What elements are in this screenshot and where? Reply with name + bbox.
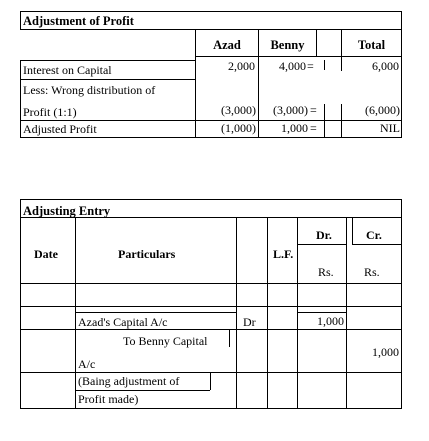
debit-account: Azad's Capital A/c: [78, 315, 168, 329]
credit-account-2: A/c: [78, 357, 96, 371]
row-wrong-dist-label-1: Less: Wrong distribution of: [23, 83, 156, 97]
credit-account-1: To Benny Capital: [123, 334, 208, 348]
debit-dr-mark: Dr: [243, 315, 256, 329]
entry-table-title: Adjusting Entry: [23, 204, 111, 218]
header-dr: Dr.: [316, 228, 332, 242]
header-total: Total: [357, 38, 386, 52]
row-adjusted-benny: 1,000: [281, 121, 308, 135]
header-dr-unit: Rs.: [318, 265, 334, 279]
header-lf: L.F.: [273, 247, 294, 261]
row-wrong-dist-label-2: Profit (1:1): [23, 105, 77, 119]
row-interest-benny: 4,000: [279, 59, 306, 73]
row-adjusted-label: Adjusted Profit: [23, 122, 97, 136]
header-date: Date: [34, 247, 58, 261]
row-adjusted-eq: =: [310, 121, 317, 135]
row-interest-azad: 2,000: [228, 59, 255, 73]
row-wrong-dist-total: (6,000): [365, 103, 400, 117]
header-cr-unit: Rs.: [364, 265, 380, 279]
row-adjusted-total: NIL: [380, 121, 400, 135]
credit-amount: 1,000: [372, 345, 399, 359]
header-cr: Cr.: [366, 228, 382, 242]
header-particulars: Particulars: [118, 247, 176, 261]
narration-2: Profit made): [78, 392, 139, 406]
header-benny: Benny: [270, 38, 305, 52]
row-interest-label: Interest on Capital: [23, 63, 112, 77]
profit-table-title: Adjustment of Profit: [23, 14, 134, 28]
header-azad: Azad: [213, 38, 241, 52]
row-adjusted-azad: (1,000): [221, 121, 256, 135]
row-wrong-dist-benny: (3,000): [273, 103, 308, 117]
row-wrong-dist-azad: (3,000): [221, 103, 256, 117]
debit-amount: 1,000: [317, 314, 344, 328]
row-wrong-dist-eq: =: [310, 103, 317, 117]
row-interest-total: 6,000: [372, 59, 399, 73]
row-interest-eq: =: [307, 59, 314, 73]
narration-1: (Baing adjustment of: [78, 374, 180, 388]
